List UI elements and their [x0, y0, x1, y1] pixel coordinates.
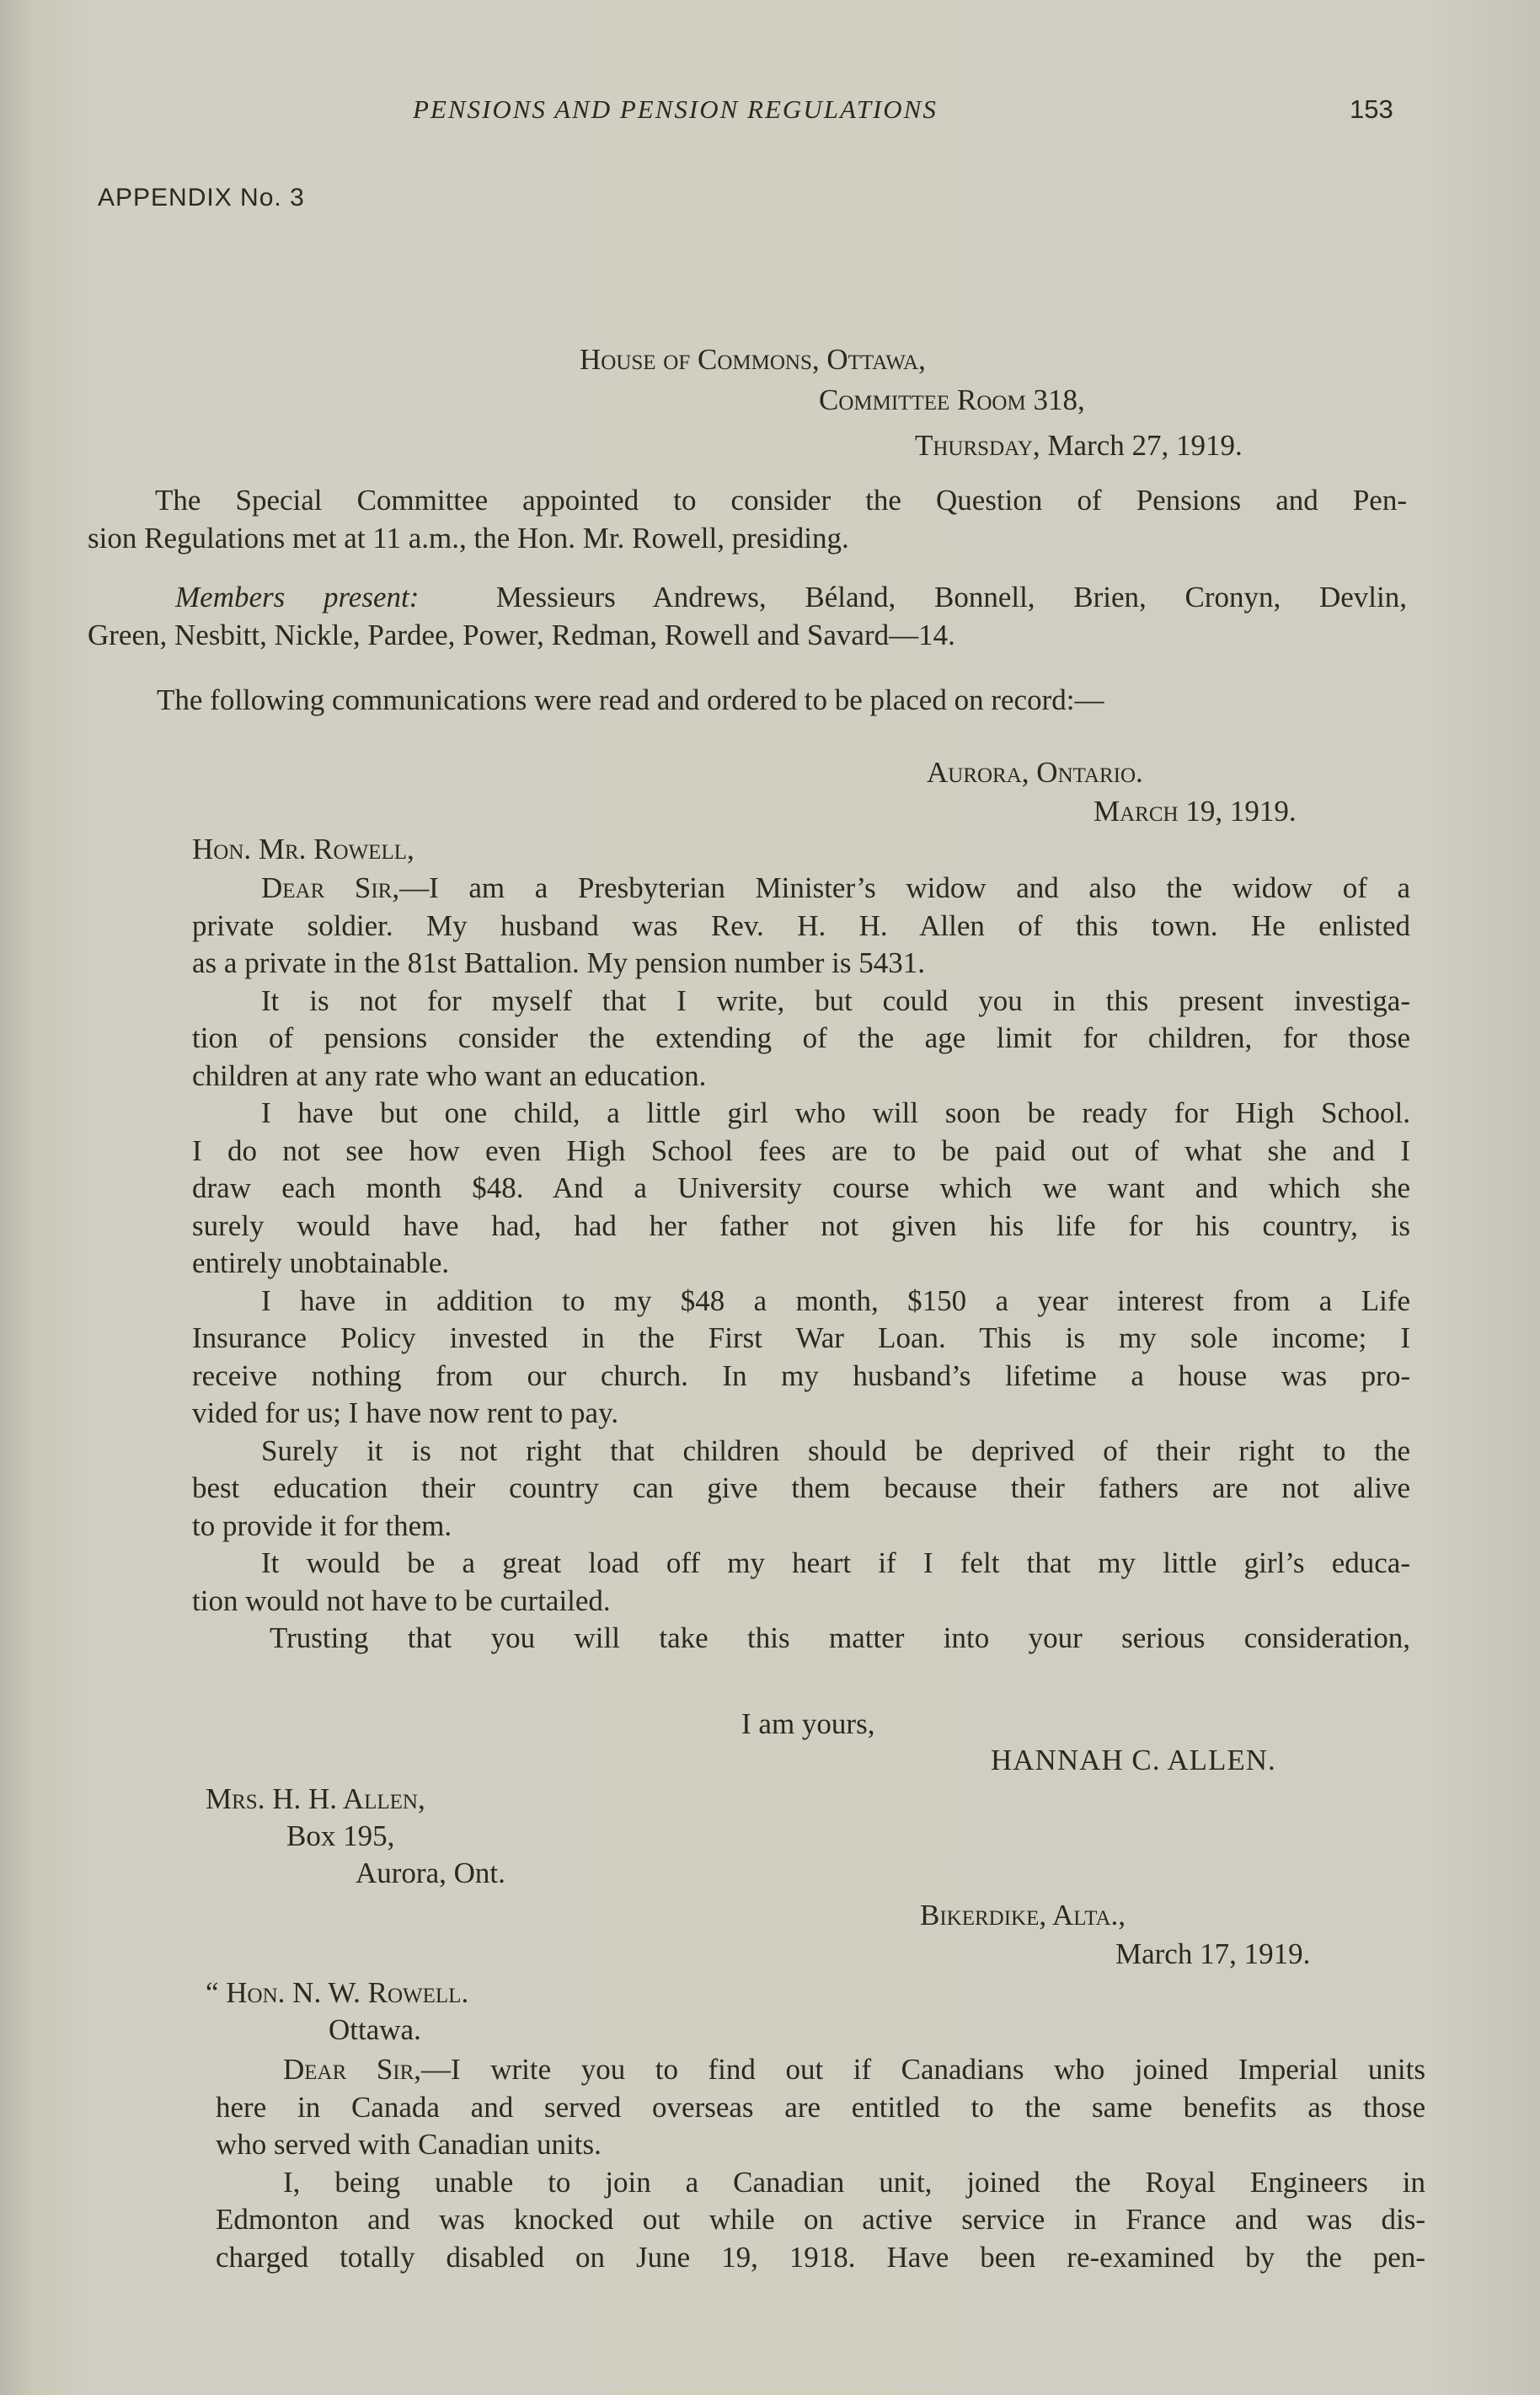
letter2-city: Ottawa. — [329, 2013, 421, 2046]
minutes-intro — [88, 482, 1407, 557]
letter1-line: Insurance Policy invested in the First War Loan. This is my sole income; I — [192, 1321, 1410, 1354]
letter1-line: I do not see how even High School fees are to be paid out of what she and I — [192, 1133, 1410, 1167]
letter1-line: entirely unobtainable. — [192, 1246, 450, 1279]
communications-note: The following communications were read and ordered to be placed on record:— — [157, 683, 1104, 716]
letter1-date: March 19, 1919. — [1094, 795, 1297, 828]
dateline-day: Thursday, — [915, 429, 1040, 462]
dateline-house: House of Commons, Ottawa, — [580, 343, 926, 376]
letter1-line: surely would have had, had her father not given his life for his country, is — [192, 1208, 1410, 1242]
letter1-line: vided for us; I have now rent to pay. — [192, 1396, 619, 1429]
letter1-dear-sir: Dear Sir, — [261, 871, 400, 904]
letter2-body — [216, 2051, 1425, 2276]
members-line — [88, 579, 1407, 617]
letter2-line: who served with Canadian units. — [216, 2128, 602, 2161]
letter1-line: I have but one child, a little girl who will soon be ready for High School. — [261, 1096, 1410, 1129]
members-names: Messieurs Andrews, Béland, Bonnell, Brien, Cronyn, Devlin, — [495, 581, 1407, 613]
members-label: Members present: — [175, 581, 420, 613]
letter1-line: It is not for myself that I write, but could you in this present investiga- — [261, 983, 1410, 1017]
letter1-line: receive nothing from our church. In my husband’s lifetime a house was pro- — [192, 1358, 1410, 1392]
letter1-address-name — [206, 1780, 425, 1818]
letter1-place: Aurora, Ontario. — [927, 756, 1143, 789]
letter1-line: Trusting that you will take this matter into your serious consideration, — [270, 1621, 1410, 1654]
letter1-line: tion of pensions consider the extending of the age limit for children, for those — [192, 1021, 1410, 1054]
letter1-line: private soldier. My husband was Rev. H. H. Allen of this town. He enlisted — [192, 908, 1410, 942]
letter1-signature: HANNAH C. ALLEN. — [991, 1744, 1276, 1776]
letter1-line: Surely it is not right that children should be deprived of their right to the — [261, 1433, 1410, 1467]
letter1-salutation: Hon. Mr. Rowell, — [192, 833, 414, 865]
dateline-room: Committee Room 318, — [819, 383, 1085, 416]
letter2-line — [216, 2051, 1425, 2089]
letter1-line: I have in addition to my $48 a month, $150 a year interest from a Life — [261, 1283, 1410, 1317]
letter1-address-name-text: Mrs. H. H. Allen, — [206, 1782, 425, 1815]
members-present — [88, 579, 1407, 654]
letter2-salutation: “ Hon. N. W. Rowell. — [206, 1976, 469, 2009]
letter1-line: to provide it for them. — [192, 1508, 452, 1542]
letter1-line: It would be a great load off my heart if I felt that my little girl’s educa- — [261, 1546, 1410, 1579]
members-line: Green, Nesbitt, Nickle, Pardee, Power, Redman, Rowell and Savard—14. — [88, 618, 955, 651]
dateline-date — [915, 426, 1243, 464]
letter2-place: Bikerdike, Alta., — [920, 1899, 1126, 1932]
page-number: 153 — [1350, 94, 1393, 124]
letter2-line: Edmonton and was knocked out while on active service in France and was dis- — [216, 2203, 1425, 2236]
letter1-body — [192, 870, 1410, 1658]
letter1-line: children at any rate who want an education. — [192, 1058, 707, 1092]
letter2-line: charged totally disabled on June 19, 1918. Have been re-examined by the pen- — [216, 2240, 1425, 2274]
dateline-date-text: March 27, 1919. — [1047, 429, 1243, 462]
appendix-label: APPENDIX No. 3 — [98, 184, 305, 212]
letter2-date: March 17, 1919. — [1115, 1937, 1311, 1970]
minutes-intro-line: sion Regulations met at 11 a.m., the Hon. Mr. Rowell, presiding. — [88, 521, 849, 555]
letter1-address-box: Box 195, — [286, 1819, 395, 1852]
minutes-intro-line: The Special Committee appointed to consider the Question of Pensions and Pen- — [155, 484, 1407, 517]
letter1-text: —I am a Presbyterian Minister’s widow and also the widow of a — [399, 871, 1411, 904]
letter2-text: —I write you to find out if Canadians who joined Imperial units — [421, 2053, 1425, 2086]
letter1-line: best education their country can give them because their fathers are not alive — [192, 1471, 1410, 1504]
letter1-line — [192, 870, 1410, 908]
letter2-line: here in Canada and served overseas are entitled to the same benefits as those — [216, 2090, 1425, 2124]
letter1-line: draw each month $48. And a University course which we want and which she — [192, 1171, 1410, 1204]
letter1-closing: I am yours, — [741, 1707, 875, 1740]
letter2-dear-sir: Dear Sir, — [283, 2053, 422, 2086]
letter1-line: tion would not have to be curtailed. — [192, 1583, 611, 1617]
letter2-line: I, being unable to join a Canadian unit, joined the Royal Engineers in — [283, 2165, 1425, 2199]
running-title: PENSIONS AND PENSION REGULATIONS — [413, 94, 938, 124]
letter1-line: as a private in the 81st Battalion. My pension number is 5431. — [192, 946, 926, 979]
letter1-address-town: Aurora, Ont. — [356, 1857, 505, 1889]
